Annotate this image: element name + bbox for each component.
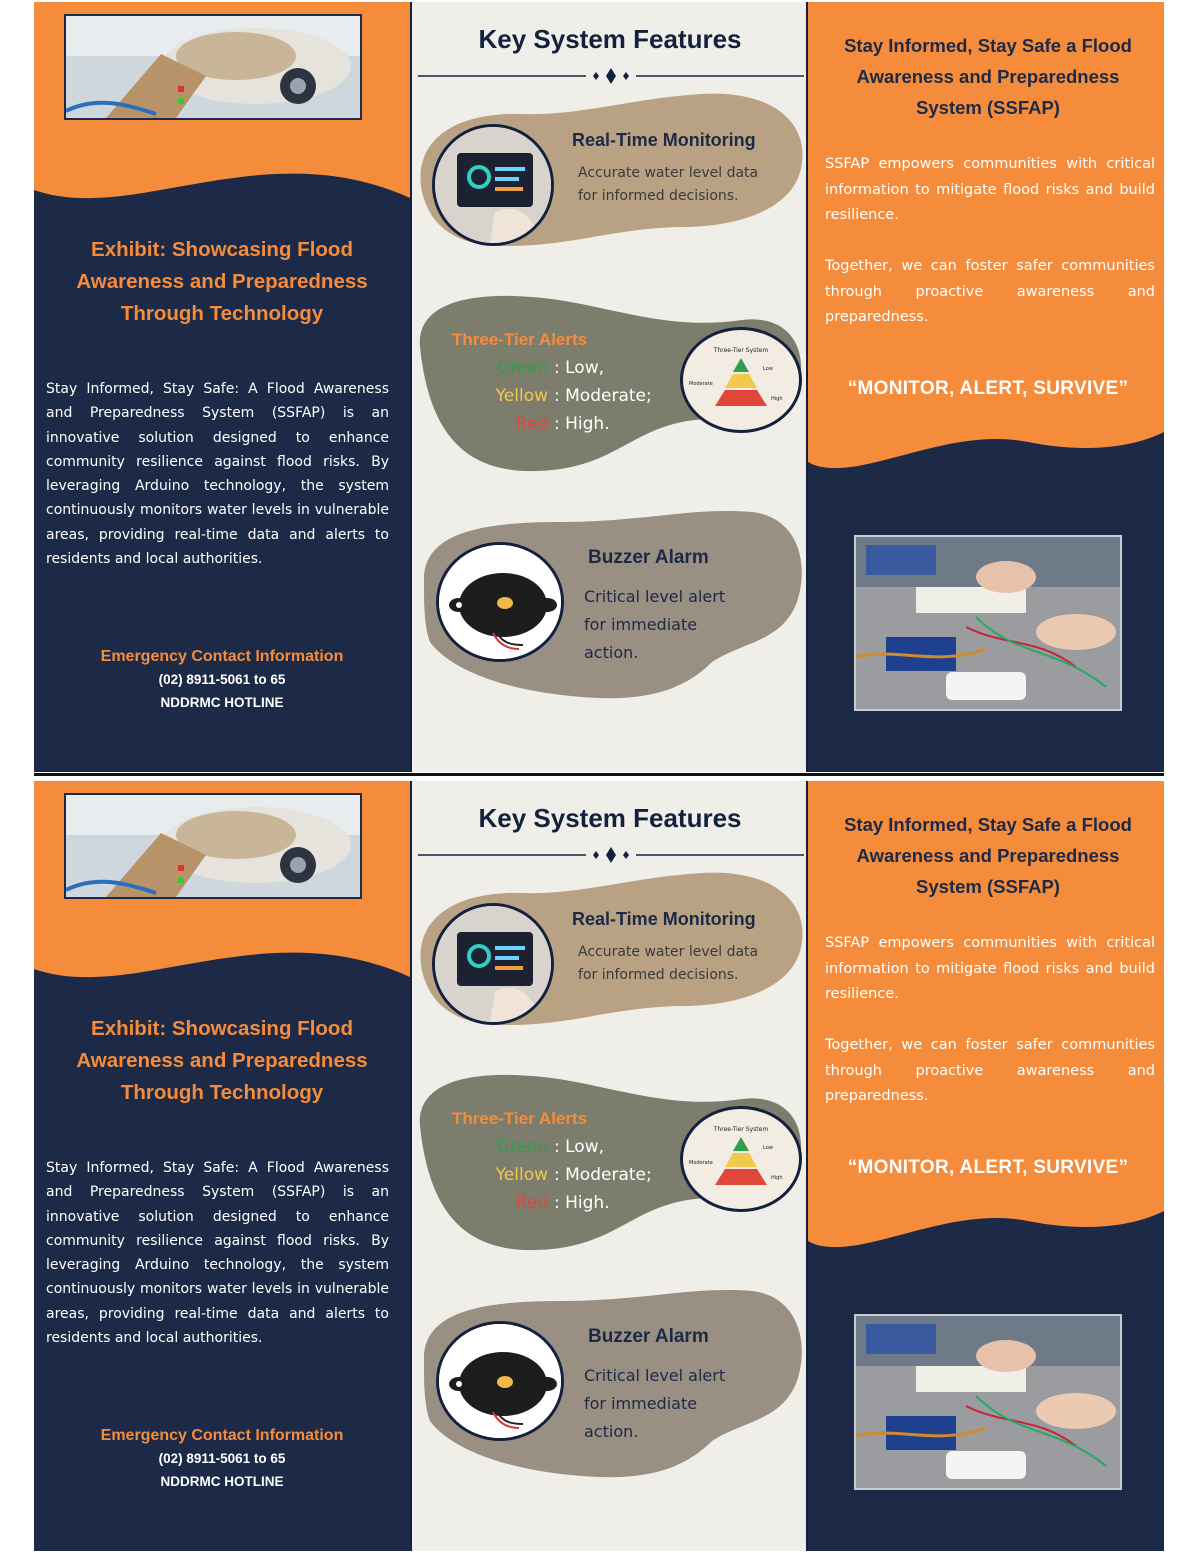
pyramid-high: High — [771, 1175, 783, 1181]
pyramid-low: Low — [763, 366, 773, 372]
contact-phone: (02) 8911-5061 to 65 — [158, 672, 286, 687]
tablet-photo — [432, 903, 554, 1025]
contact-phone: (02) 8911-5061 to 65 — [158, 1451, 286, 1466]
ssfap-paragraph-2: Together, we can foster safer communities through proactive awareness and preparedness. — [825, 258, 1155, 325]
pyramid-high: High — [771, 396, 783, 402]
sensor-photo — [64, 793, 362, 899]
brochure-sheet-2 — [34, 781, 1164, 1551]
left-panel — [34, 781, 410, 1551]
realtime-heading: Real-Time Monitoring — [572, 130, 756, 150]
exhibit-title: Exhibit: Showcasing Flood Awareness and Preparedness Through Technology — [76, 238, 368, 325]
pyramid-diagram — [680, 327, 802, 433]
sheet-divider — [34, 773, 1164, 776]
tagline: “MONITOR, ALERT, SURVIVE” — [847, 378, 1129, 399]
tier-yellow-label: Yellow — [495, 386, 548, 406]
realtime-description: Accurate water level data for informed decisions. — [578, 165, 759, 204]
buzzer-heading: Buzzer Alarm — [588, 547, 709, 568]
left-panel — [34, 2, 410, 772]
tablet-photo — [432, 124, 554, 246]
tagline: “MONITOR, ALERT, SURVIVE” — [847, 1157, 1129, 1178]
pyramid-moderate: Moderate — [689, 1160, 713, 1166]
arduino-photo — [854, 535, 1122, 711]
ssfap-paragraph-1: SSFAP empowers communities with critical information to mitigate flood risks and build resilience. — [825, 156, 1155, 223]
pyramid-title: Three-Tier System — [713, 347, 769, 354]
ssfap-title: Stay Informed, Stay Safe a Flood Awareness and Preparedness System (SSFAP) — [844, 35, 1132, 118]
tier-yellow-label: Yellow — [495, 1165, 548, 1185]
brochure-sheet-1 — [34, 2, 1164, 772]
tier-red-label: Red — [515, 1193, 548, 1213]
tier-heading: Three-Tier Alerts — [452, 330, 588, 349]
pyramid-title: Three-Tier System — [713, 1126, 769, 1133]
features-title: Key System Features — [478, 803, 742, 833]
tier-red: Red : High. — [474, 414, 610, 434]
arduino-photo — [854, 1314, 1122, 1490]
buzzer-description: Critical level alert for immediate action. — [584, 1366, 726, 1441]
contact-hotline: NDDRMC HOTLINE — [160, 695, 284, 710]
middle-panel — [410, 781, 808, 1551]
buzzer-heading: Buzzer Alarm — [588, 1326, 709, 1347]
right-panel — [808, 781, 1164, 1551]
realtime-heading: Real-Time Monitoring — [572, 909, 756, 929]
middle-panel — [410, 2, 808, 772]
contact-hotline: NDDRMC HOTLINE — [160, 1474, 284, 1489]
pyramid-diagram — [680, 1106, 802, 1212]
tier-green: Green : Low, — [474, 358, 604, 378]
ssfap-paragraph-2: Together, we can foster safer communities through proactive awareness and preparedness. — [825, 1037, 1155, 1104]
realtime-description: Accurate water level data for informed decisions. — [578, 944, 759, 983]
pyramid-moderate: Moderate — [689, 381, 713, 387]
tier-yellow: Yellow : Moderate; — [474, 386, 652, 406]
tier-heading: Three-Tier Alerts — [452, 1109, 588, 1128]
contact-heading: Emergency Contact Information — [100, 648, 344, 665]
buzzer-description: Critical level alert for immediate action. — [584, 587, 726, 662]
exhibit-title: Exhibit: Showcasing Flood Awareness and Preparedness Through Technology — [76, 1017, 368, 1104]
ssfap-title: Stay Informed, Stay Safe a Flood Awareness and Preparedness System (SSFAP) — [844, 814, 1132, 897]
tier-green-label: Green — [496, 358, 548, 378]
pyramid-low: Low — [763, 1145, 773, 1151]
contact-heading: Emergency Contact Information — [100, 1427, 344, 1444]
features-title: Key System Features — [478, 24, 742, 54]
tier-yellow: Yellow : Moderate; — [474, 1165, 652, 1185]
sensor-photo — [64, 14, 362, 120]
buzzer-photo — [436, 1321, 564, 1441]
tier-green-label: Green — [496, 1137, 548, 1157]
right-panel — [808, 2, 1164, 772]
exhibit-description: Stay Informed, Stay Safe: A Flood Awareness and Preparedness System (SSFAP) is an innovative solution designed to enhance community resilience against flood risks. By leveraging Arduino technology, the system continuously monitors water levels in vulnerable areas, providing real-time data and alerts to residents and local authorities. — [46, 381, 389, 568]
tier-red: Red : High. — [474, 1193, 610, 1213]
exhibit-description: Stay Informed, Stay Safe: A Flood Awareness and Preparedness System (SSFAP) is an innovative solution designed to enhance community resilience against flood risks. By leveraging Arduino technology, the system continuously monitors water levels in vulnerable areas, providing real-time data and alerts to residents and local authorities. — [46, 1160, 389, 1347]
buzzer-photo — [436, 542, 564, 662]
ssfap-paragraph-1: SSFAP empowers communities with critical information to mitigate flood risks and build resilience. — [825, 935, 1155, 1002]
tier-red-label: Red — [515, 414, 548, 434]
tier-green: Green : Low, — [474, 1137, 604, 1157]
